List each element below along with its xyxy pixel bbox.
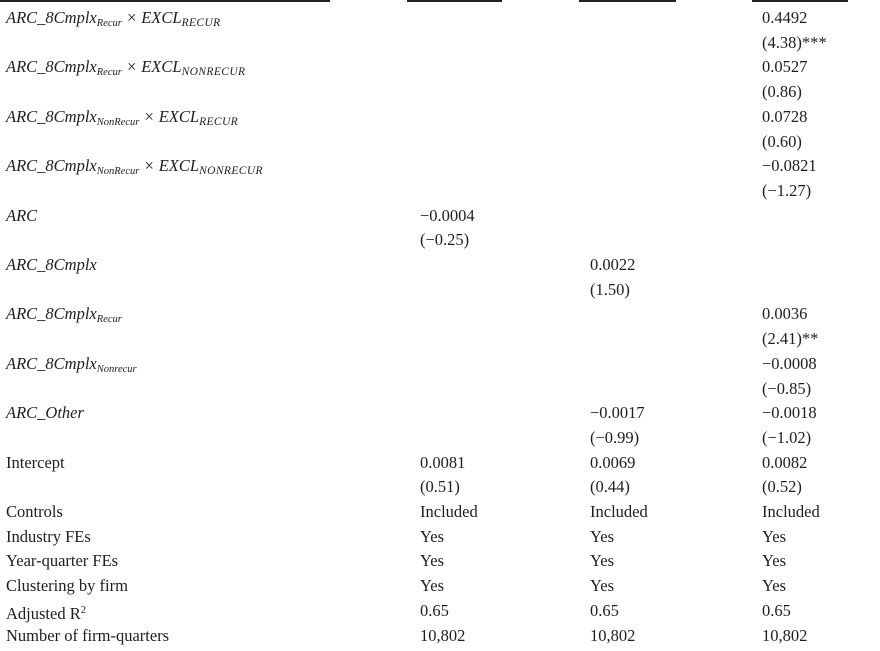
footer-cell-col3: Yes [762,576,787,596]
footer-cell-col3: Yes [762,526,787,546]
footer-cell-col2: Yes [590,551,615,571]
footer-cell-col3: Included [762,502,820,521]
footer-cell-col3: 10,802 [762,625,808,645]
footer-cell-col2: 10,802 [590,625,636,645]
label-subscript: Nonrecur [96,363,137,375]
table-row [0,278,880,302]
table-row [0,500,880,524]
variable-label [6,204,37,228]
label-subscript: NONRECUR [199,165,263,178]
label-text: × EXCL [121,57,182,77]
label-text: ARC [6,205,38,225]
coef-cell-col3: 0.4492 [762,8,808,27]
tstat-cell-col1: (−0.25) [420,230,470,250]
tstat-cell-col2: (1.50) [590,279,630,299]
table-row [0,6,880,30]
footer-label [6,500,63,524]
table-row [0,327,880,351]
footer-cell-col1: Yes [420,576,445,596]
variable-label [6,253,97,277]
table-row [0,624,880,648]
table-row [0,525,880,549]
footer-cell-col2: 0.65 [590,600,619,620]
top-rule-col1 [407,0,502,2]
label-text: × EXCL [121,8,182,27]
intercept-label: Intercept [6,452,65,472]
footer-cell-col2: Yes [590,526,615,546]
coef-cell-col2: 0.0022 [590,255,636,274]
coef-cell-col3: 0.0527 [762,57,808,77]
footer-label-text: Controls [6,502,63,521]
table-row [0,80,880,104]
tstat-cell-col3: (0.60) [762,131,802,151]
tstat-cell-col3: (2.41)** [762,329,819,349]
table-row [0,599,880,623]
footer-cell-col1: 10,802 [420,625,466,645]
label-text: × EXCL [139,106,200,126]
label-text: ARC_8Cmplx [6,304,97,324]
table-row [0,179,880,203]
coef-cell-col3: −0.0008 [762,353,817,373]
coef-cell-col3: 0.0082 [762,452,808,472]
tstat-cell-col3: (0.86) [762,82,802,102]
top-rule-label [0,0,330,2]
footer-cell-col1: 0.65 [420,600,449,620]
table-row [0,253,880,277]
label-text: ARC_8Cmplx [6,106,97,126]
top-rule-col2 [579,0,676,2]
coef-cell-col3: −0.0018 [762,403,817,423]
label-subscript: RECUR [181,17,221,29]
table-row [0,377,880,401]
table-row [0,154,880,178]
label-text: ARC_8Cmplx [6,156,97,176]
variable-label [6,401,84,425]
footer-label-text: Number of firm-quarters [6,625,170,645]
footer-label-text: Adjusted R [6,603,81,623]
coef-cell-col3: 0.0036 [762,304,808,324]
tstat-cell-col3: (−1.02) [762,427,812,447]
coef-cell-col2: −0.0017 [590,403,645,423]
footer-label [6,574,128,598]
tstat-cell-col3: (−1.27) [762,180,812,200]
label-subscript: RECUR [199,115,239,128]
tstat-cell-col3: (0.52) [762,477,802,497]
footer-cell-col1: Included [420,502,478,521]
footer-label [6,624,169,648]
footer-cell-col2: Yes [590,576,615,596]
label-subscript: Recur [96,18,122,29]
label-subscript: NONRECUR [181,66,246,79]
footer-cell-col1: Yes [420,551,445,571]
table-row [0,31,880,55]
footer-label-text: Year-quarter FEs [6,551,119,571]
coef-cell-col1: 0.0081 [420,452,466,472]
label-subscript: Recur [96,67,122,79]
table-row [0,451,880,475]
footer-label [6,549,118,573]
table-row [0,204,880,228]
label-text: ARC_8Cmplx [6,353,97,373]
label-subscript: NonRecur [96,116,140,128]
tstat-cell-col2: (0.44) [590,477,630,497]
tstat-cell-col2: (−0.99) [590,427,640,447]
label-text: ARC_8Cmplx [6,8,97,27]
table-row [0,105,880,129]
footer-label [6,525,91,549]
table-row [0,352,880,376]
coef-cell-col3: −0.0821 [762,156,817,176]
label-subscript: Recur [96,314,122,326]
table-row [0,574,880,598]
footer-label [6,599,86,626]
footer-cell-col1: Yes [420,526,445,546]
table-row [0,130,880,154]
label-subscript: NonRecur [96,166,140,178]
table-row [0,401,880,425]
label-text: ARC_8Cmplx [6,255,97,274]
label-text: ARC_8Cmplx [6,57,97,77]
table-row [0,55,880,79]
footer-cell-col2: Included [590,502,648,521]
footer-label-text: Clustering by firm [6,576,128,596]
tstat-cell-col3: (−0.85) [762,378,812,398]
table-row [0,475,880,499]
footer-cell-col3: Yes [762,551,787,571]
label-text: ARC_Other [6,403,84,423]
footer-cell-col3: 0.65 [762,600,791,620]
tstat-cell-col1: (0.51) [420,477,460,497]
label-superscript: 2 [80,604,86,616]
coef-cell-col1: −0.0004 [420,205,475,225]
table-row [0,426,880,450]
tstat-cell-col3: (4.38)*** [762,32,827,52]
label-text: × EXCL [139,156,200,176]
footer-label-text: Industry FEs [6,526,91,546]
coef-cell-col3: 0.0728 [762,106,808,126]
table-row [0,549,880,573]
top-rule-col3 [752,0,848,2]
table-row [0,228,880,252]
table-row [0,302,880,326]
coef-cell-col2: 0.0069 [590,452,636,472]
